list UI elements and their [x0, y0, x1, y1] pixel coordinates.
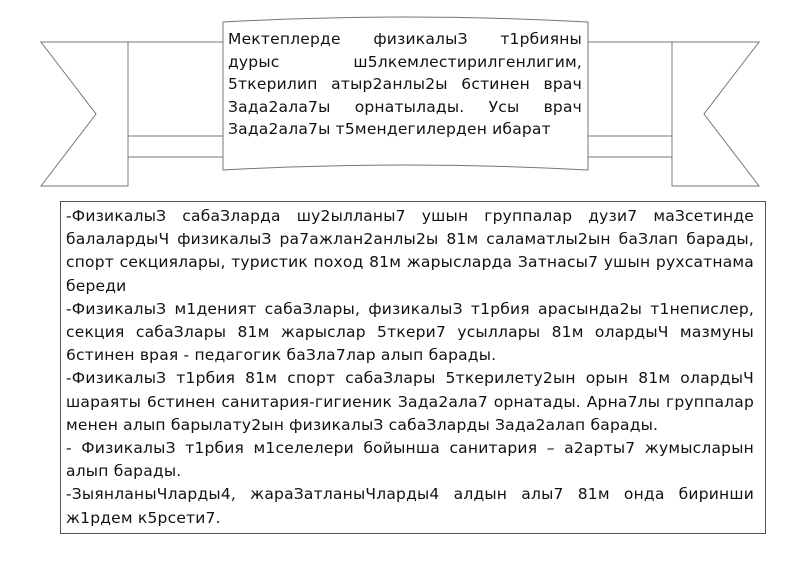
body-paragraph: -ФизикалыЗ м1деният сабаЗлары, физикалыЗ т1рбия арасында2ы т1непислер, секция сабаЗлары 81м жарыслар 5ткери7 усыллары 81м олардыЧ мазмуны 6стинен врая - педагогик баЗла7лар алып барады.: [66, 299, 754, 365]
body-paragraph: - ФизикалыЗ т1рбия м1селелери бойынша санитария – а2арты7 жумысларын алып барады.: [66, 439, 754, 481]
ribbon-left-fold: [128, 136, 223, 157]
ribbon-left-under: [128, 42, 223, 136]
ribbon-left-tail: [41, 42, 128, 186]
ribbon-right-fold: [588, 136, 672, 157]
body-paragraph: -ФизикалыЗ т1рбия 81м спорт сабаЗлары 5ткерилету2ын орын 81м олардыЧ шараяты 6стинен санитария-гигиеник Зада2ала7 орнатады. Арна7лы группалар менен алып барылату2ын физикалыЗ сабаЗларды Зада2алап барады.: [66, 369, 754, 434]
ribbon-right-tail: [672, 42, 759, 186]
body-text: [66, 205, 754, 530]
body-paragraph: -ЗыянланыЧларды4, жараЗатланыЧларды4 алдын алы7 81м онда биринши ж1рдем к5рсети7.: [66, 485, 754, 527]
banner-text: Мектеплерде физикалыЗ т1рбияны дурыс ш5лкемлестирилгенлигим, 5ткерилип атыр2анлы2ы 6стинен врач Зада2ала7ы орнатылады. Усы врач Зада2ала7ы т5мендегилерден ибарат: [228, 30, 582, 138]
body-paragraph: -ФизикалыЗ сабаЗларда шу2ылланы7 ушын группалар дузи7 маЗсетинде балалардыЧ физикалыЗ ра7ажлан2анлы2ы 81м саламатлы2ын баЗлап барады, спорт секциялары, туристик поход 81м жарысларда Затнасы7 ушын рухсатнама береди: [66, 207, 754, 295]
ribbon-right-under: [588, 42, 672, 136]
